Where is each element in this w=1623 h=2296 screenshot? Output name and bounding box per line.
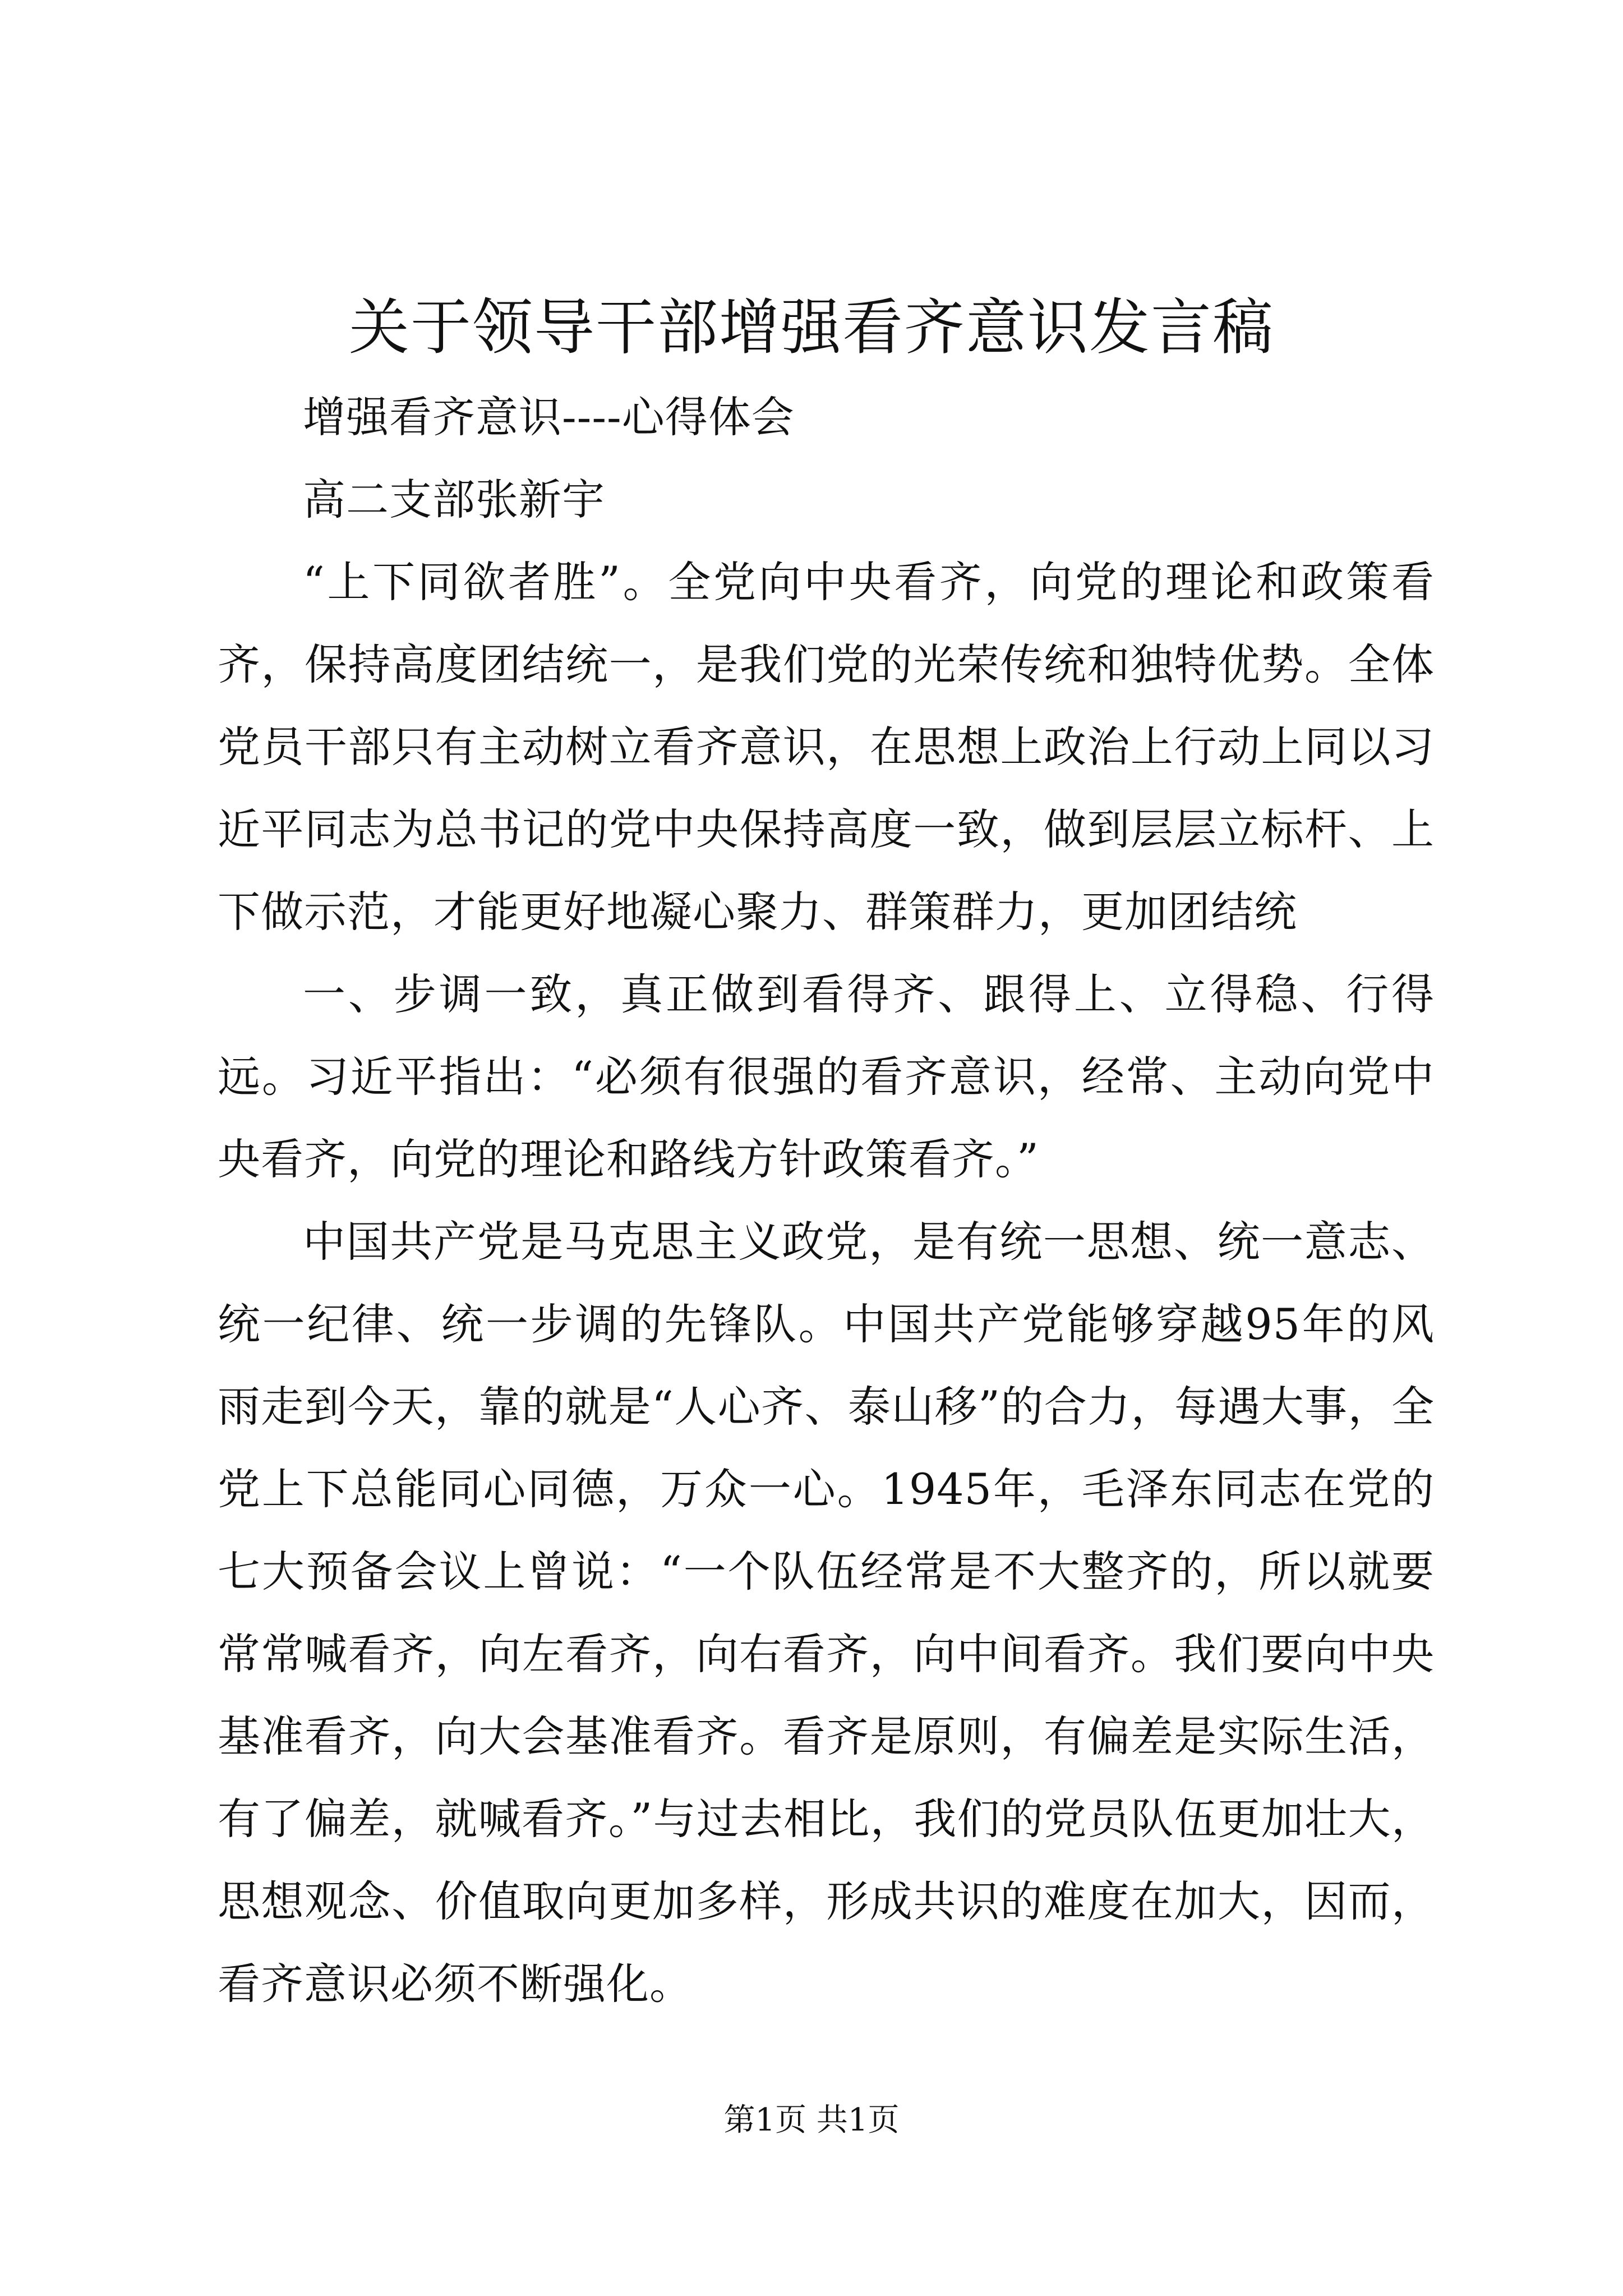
document-body bbox=[218, 376, 1435, 2025]
body-paragraph: 一、步调一致，真正做到看得齐、跟得上、立得稳、行得远。习近平指出：“必须有很强的看齐意识，经常、主动向党中央看齐，向党的理论和路线方针政策看齐。” bbox=[218, 969, 1435, 1184]
body-paragraph: 中国共产党是马克思主义政党，是有统一思想、统一意志、统一纪律、统一步调的先锋队。中国共产党能够穿越95年的风雨走到今天，靠的就是“人心齐、泰山移”的合力，每遇大事，全党上下总能同心同德，万众一心。1945年，毛泽东同志在党的七大预备会议上曾说：“一个队伍经常是不大整齐的，所以就要常常喊看齐，向左看齐，向右看齐，向中间看齐。我们要向中央基准看齐，向大会基准看齐。看齐是原则，有偏差是实际生活，有了偏差，就喊看齐。”与过去相比，我们的党员队伍更加壮大，思想观念、价值取向更加多样，形成共识的难度在加大，因而，看齐意识必须不断强化。 bbox=[218, 1217, 1435, 2009]
subtitle-paragraph: 增强看齐意识----心得体会 bbox=[303, 392, 795, 442]
page-footer: 第1页 共1页 bbox=[723, 2102, 900, 2138]
document-title: 关于领导干部增强看齐意识发言稿 bbox=[348, 293, 1274, 363]
body-paragraph: “上下同欲者胜”。全党向中央看齐，向党的理论和政策看齐，保持高度团结统一，是我们党的光荣传统和独特优势。全体党员干部只有主动树立看齐意识，在思想上政治上行动上同以习近平同志为总书记的党中央保持高度一致，做到层层立标杆、上下做示范，才能更好地凝心聚力、群策群力，更加团结统 bbox=[218, 557, 1435, 937]
author-paragraph: 高二支部张新宇 bbox=[303, 475, 605, 524]
